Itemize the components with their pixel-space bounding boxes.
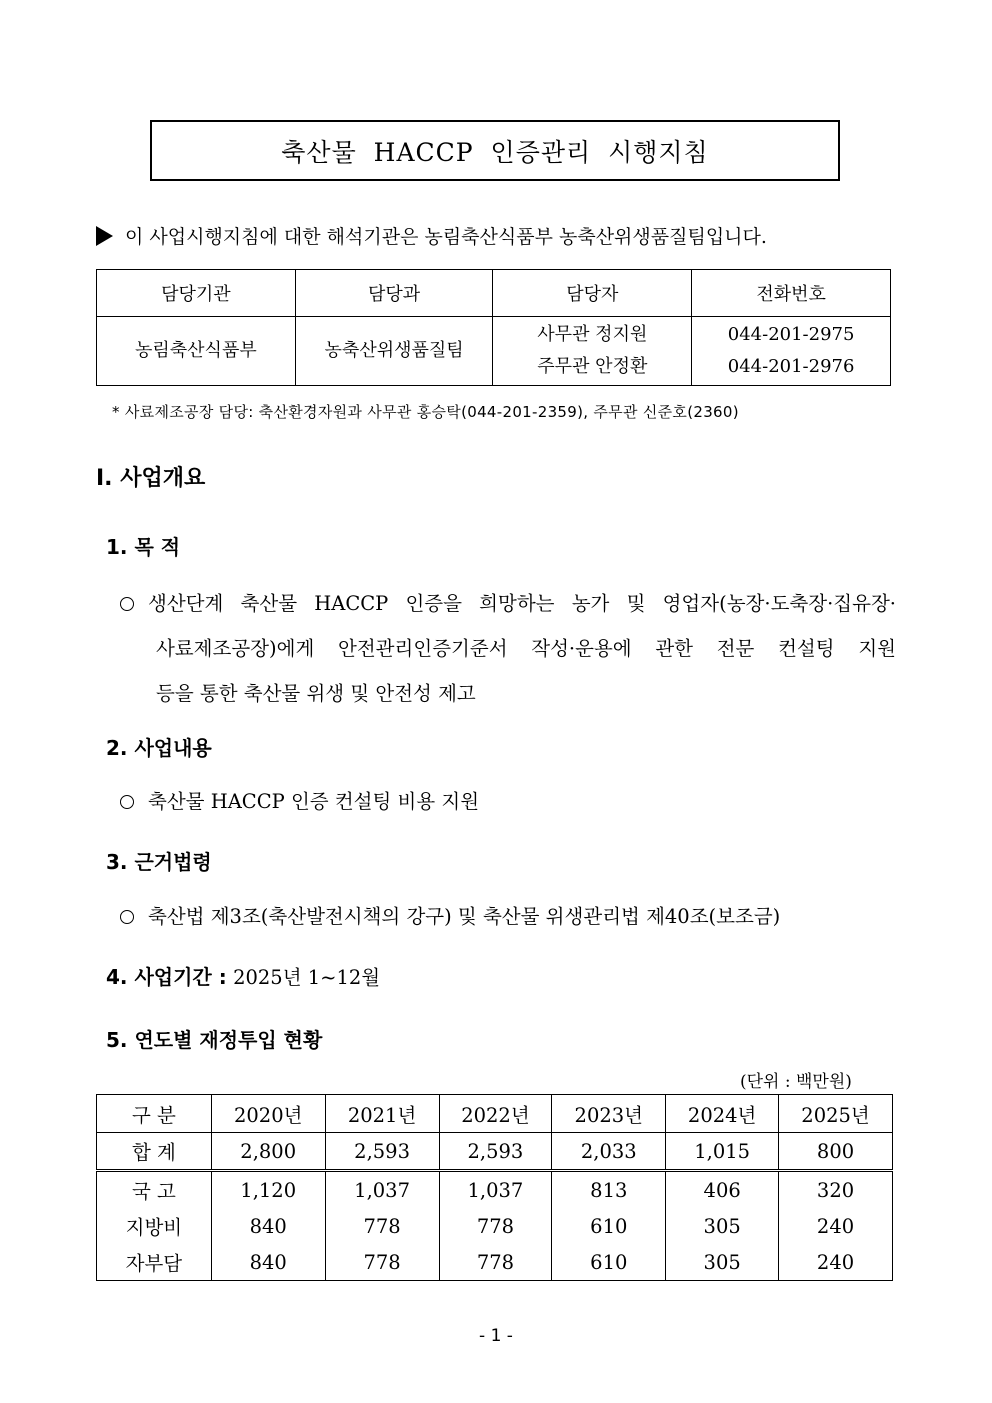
content-heading: 2. 사업내용 bbox=[106, 736, 212, 760]
document-title-text: 축산물 HACCP 인증관리 시행지침 bbox=[281, 137, 709, 167]
contact-table-row bbox=[97, 317, 891, 386]
year-header: 2022년 bbox=[439, 1095, 552, 1133]
period-text: 2025년 1~12월 bbox=[233, 966, 381, 989]
year-header: 2024년 bbox=[666, 1095, 779, 1133]
person-name: 주무관 안정환 bbox=[537, 356, 648, 377]
value-cell: 610 bbox=[552, 1244, 666, 1281]
row-label: 합 계 bbox=[97, 1133, 212, 1171]
circle-bullet-icon bbox=[120, 795, 134, 809]
purpose-paragraph bbox=[120, 581, 896, 716]
value-cell: 1,037 bbox=[439, 1171, 552, 1209]
content-text: 축산물 HACCP 인증 컨설팅 비용 지원 bbox=[120, 786, 479, 814]
value-cell: 778 bbox=[325, 1244, 439, 1281]
phone-number: 044-201-2976 bbox=[727, 356, 855, 377]
funding-row bbox=[97, 1208, 893, 1244]
value-cell: 778 bbox=[325, 1208, 439, 1244]
footnote: * 사료제조공장 담당: 축산환경자원과 사무관 홍승탁(044-201-2359), 주무관 신준호(2360) bbox=[112, 403, 739, 421]
value-cell: 800 bbox=[779, 1133, 893, 1171]
value-cell: 1,120 bbox=[211, 1171, 325, 1209]
funding-heading: 5. 연도별 재정투입 현황 bbox=[106, 1028, 323, 1052]
value-cell: 305 bbox=[666, 1244, 779, 1281]
year-header: 2023년 bbox=[552, 1095, 666, 1133]
purpose-line: 사료제조공장)에게 안전관리인증기준서 작성·운용에 관한 전문 컨설팅 지원 bbox=[156, 637, 896, 660]
row-label: 지방비 bbox=[97, 1208, 212, 1244]
person-name: 사무관 정지원 bbox=[537, 324, 648, 345]
unit-label: (단위 : 백만원) bbox=[740, 1072, 852, 1092]
person-cell bbox=[493, 317, 692, 386]
notice-text: 이 사업시행지침에 대한 해석기관은 농림축산식품부 농축산위생품질팀입니다. bbox=[125, 226, 767, 248]
row-label: 국 고 bbox=[97, 1171, 212, 1209]
department-cell: 농축산위생품질팀 bbox=[295, 317, 493, 386]
funding-row bbox=[97, 1244, 893, 1281]
value-cell: 2,800 bbox=[211, 1133, 325, 1171]
funding-table bbox=[96, 1094, 893, 1281]
law-heading: 3. 근거법령 bbox=[106, 850, 212, 874]
row-label: 자부담 bbox=[97, 1244, 212, 1281]
purpose-line: 등을 통한 축산물 위생 및 안전성 제고 bbox=[156, 682, 476, 705]
header-cell: 담당자 bbox=[493, 270, 692, 317]
row-label: 구 분 bbox=[97, 1095, 212, 1133]
section-heading: Ⅰ. 사업개요 bbox=[96, 466, 206, 491]
value-cell: 305 bbox=[666, 1208, 779, 1244]
value-cell: 320 bbox=[779, 1171, 893, 1209]
phone-cell bbox=[692, 317, 891, 386]
header-cell: 담당기관 bbox=[97, 270, 296, 317]
funding-row bbox=[97, 1133, 893, 1171]
value-cell: 610 bbox=[552, 1208, 666, 1244]
year-header: 2025년 bbox=[779, 1095, 893, 1133]
contact-table bbox=[96, 269, 891, 386]
year-header: 2021년 bbox=[325, 1095, 439, 1133]
law-text: 축산법 제3조(축산발전시책의 강구) 및 축산물 위생관리법 제40조(보조금) bbox=[120, 901, 780, 929]
value-cell: 1,037 bbox=[325, 1171, 439, 1209]
value-cell: 778 bbox=[439, 1244, 552, 1281]
year-header: 2020년 bbox=[211, 1095, 325, 1133]
value-cell: 240 bbox=[779, 1208, 893, 1244]
contact-table-header bbox=[97, 270, 891, 317]
value-cell: 840 bbox=[211, 1208, 325, 1244]
interpretation-notice bbox=[96, 222, 767, 249]
agency-cell: 농림축산식품부 bbox=[97, 317, 296, 386]
value-cell: 240 bbox=[779, 1244, 893, 1281]
header-cell: 전화번호 bbox=[692, 270, 891, 317]
circle-bullet-icon bbox=[120, 597, 134, 611]
value-cell: 840 bbox=[211, 1244, 325, 1281]
header-cell: 담당과 bbox=[295, 270, 493, 317]
purpose-heading: 1. 목 적 bbox=[106, 535, 181, 559]
purpose-line: 생산단계 축산물 HACCP 인증을 희망하는 농가 및 영업자(농장·도축장·집유장· bbox=[120, 581, 896, 626]
page-number: - 1 - bbox=[479, 1326, 513, 1346]
value-cell: 778 bbox=[439, 1208, 552, 1244]
document-title bbox=[150, 120, 840, 181]
value-cell: 2,593 bbox=[439, 1133, 552, 1171]
value-cell: 813 bbox=[552, 1171, 666, 1209]
funding-header-row bbox=[97, 1095, 893, 1133]
value-cell: 406 bbox=[666, 1171, 779, 1209]
circle-bullet-icon bbox=[120, 910, 134, 924]
value-cell: 2,593 bbox=[325, 1133, 439, 1171]
value-cell: 2,033 bbox=[552, 1133, 666, 1171]
triangle-bullet-icon bbox=[96, 226, 113, 246]
period-line bbox=[106, 961, 380, 990]
funding-row bbox=[97, 1171, 893, 1209]
period-heading: 4. 사업기간 : bbox=[106, 965, 227, 989]
value-cell: 1,015 bbox=[666, 1133, 779, 1171]
phone-number: 044-201-2975 bbox=[727, 324, 855, 345]
